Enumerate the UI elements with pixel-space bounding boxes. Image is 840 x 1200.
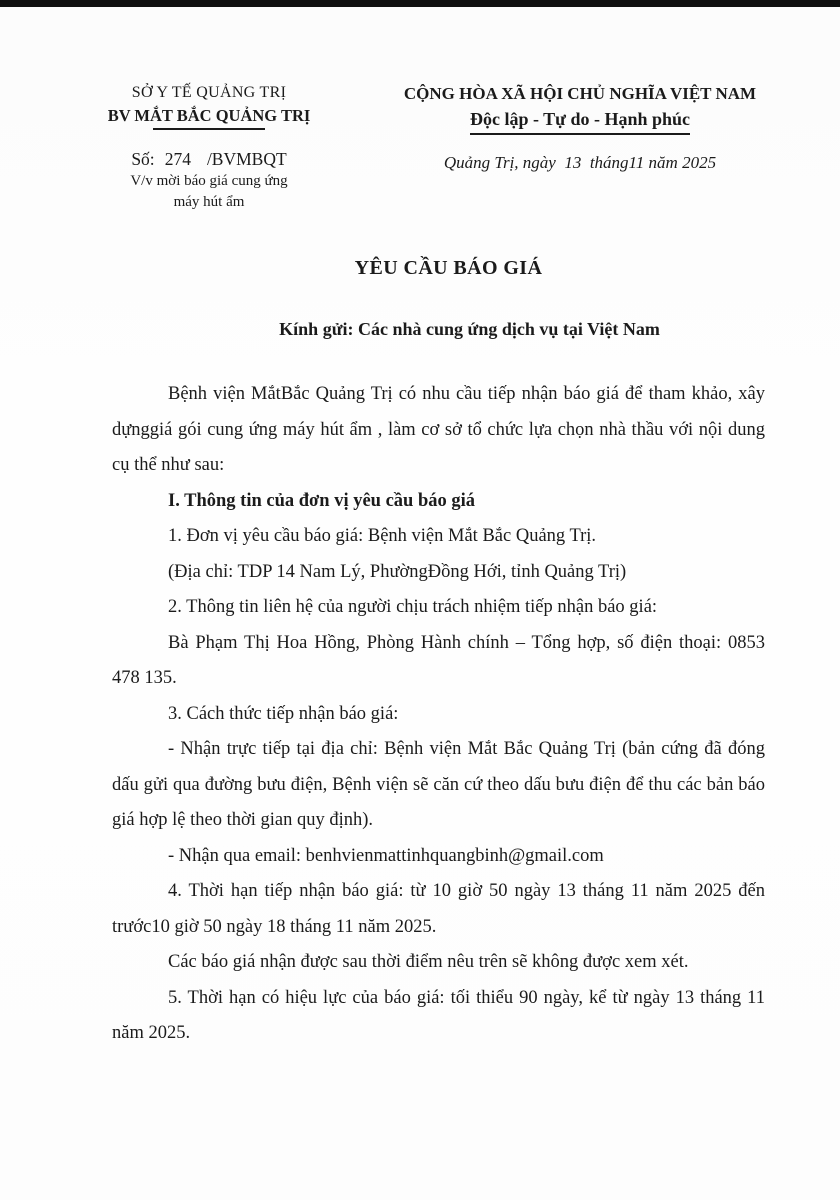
national-motto: [381, 107, 779, 135]
paragraph-item-4: 4. Thời hạn tiếp nhận báo giá: từ 10 giờ 50 ngày 13 tháng 11 năm 2025 đến trước10 giờ 50 ngày 18 tháng 11 năm 2025.: [112, 881, 765, 937]
document-body: [112, 377, 765, 1052]
paragraph-item-3: 3. Cách thức tiếp nhận báo giá:: [168, 703, 399, 724]
paragraph-item-2: 2. Thông tin liên hệ của người chịu trách nhiệm tiếp nhận báo giá:: [168, 597, 658, 617]
place-and-date: Quảng Trị, ngày 13 tháng11 năm 2025: [443, 153, 717, 172]
issuing-org-block: [95, 82, 323, 213]
paragraph-item-1: 1. Đơn vị yêu cầu báo giá: Bệnh viện Mắt Bắc Quảng Trị.: [168, 526, 597, 546]
org-name-underline: [153, 128, 265, 130]
paragraph-item-3-email: - Nhận qua email: benhvienmattinhquangbinh@gmail.com: [168, 845, 604, 866]
document-number-suffix: /BVMBQT: [206, 149, 287, 169]
document-number-line: [95, 147, 323, 171]
document-number-value: 274: [164, 149, 191, 169]
paragraph-item-1-address: (Địa chỉ: TDP 14 Nam Lý, PhườngĐồng Hới, tỉnh Quảng Trị): [168, 561, 627, 582]
document-subject-line2: máy hút ẩm: [173, 194, 245, 210]
document-subject-line1: V/v mời báo giá cung ứng: [130, 173, 288, 189]
salutation-line: Kính gửi: Các nhà cung ứng dịch vụ tại Việt Nam: [279, 319, 660, 339]
national-title: CỘNG HÒA XÃ HỘI CHỦ NGHĨA VIỆT NAM: [403, 84, 757, 103]
paragraph-item-2-contact: Bà Phạm Thị Hoa Hồng, Phòng Hành chính – Tổng hợp, số điện thoại: 0853 478 135.: [112, 632, 765, 688]
document-subject: [95, 171, 323, 213]
paragraph-item-5: 5. Thời hạn có hiệu lực của báo giá: tối thiểu 90 ngày, kể từ ngày 13 tháng 11 năm 2025.: [112, 987, 765, 1043]
paragraph-intro: Bệnh viện MắtBắc Quảng Trị có nhu cầu tiếp nhận báo giá để tham khảo, xây dựnggiá gói cung ứng máy hút ẩm , làm cơ sở tổ chức lựa chọn nhà thầu với nội dung cụ thể như sau:: [112, 384, 765, 475]
org-name: BV MẮT BẮC QUẢNG TRỊ: [107, 106, 311, 125]
section-1-heading: I. Thông tin của đơn vị yêu cầu báo giá: [168, 490, 476, 511]
paragraph-item-4-note: Các báo giá nhận được sau thời điểm nêu trên sẽ không được xem xét.: [168, 952, 689, 972]
national-header-block: [381, 82, 779, 175]
paragraph-item-3-direct: - Nhận trực tiếp tại địa chỉ: Bệnh viện Mắt Bắc Quảng Trị (bản cứng đã đóng dấu gửi qua đường bưu điện, Bệnh viện sẽ căn cứ theo dấu bưu điện để thu các bản báo giá hợp lệ theo thời gian quy định).: [112, 739, 765, 830]
page-title: YÊU CẦU BÁO GIÁ: [354, 257, 543, 279]
document-header: [107, 82, 765, 213]
parent-org-name: SỞ Y TẾ QUẢNG TRỊ: [131, 84, 287, 101]
document-number-label: Số:: [131, 149, 155, 169]
national-motto-text: Độc lập - Tự do - Hạnh phúc: [470, 107, 690, 135]
